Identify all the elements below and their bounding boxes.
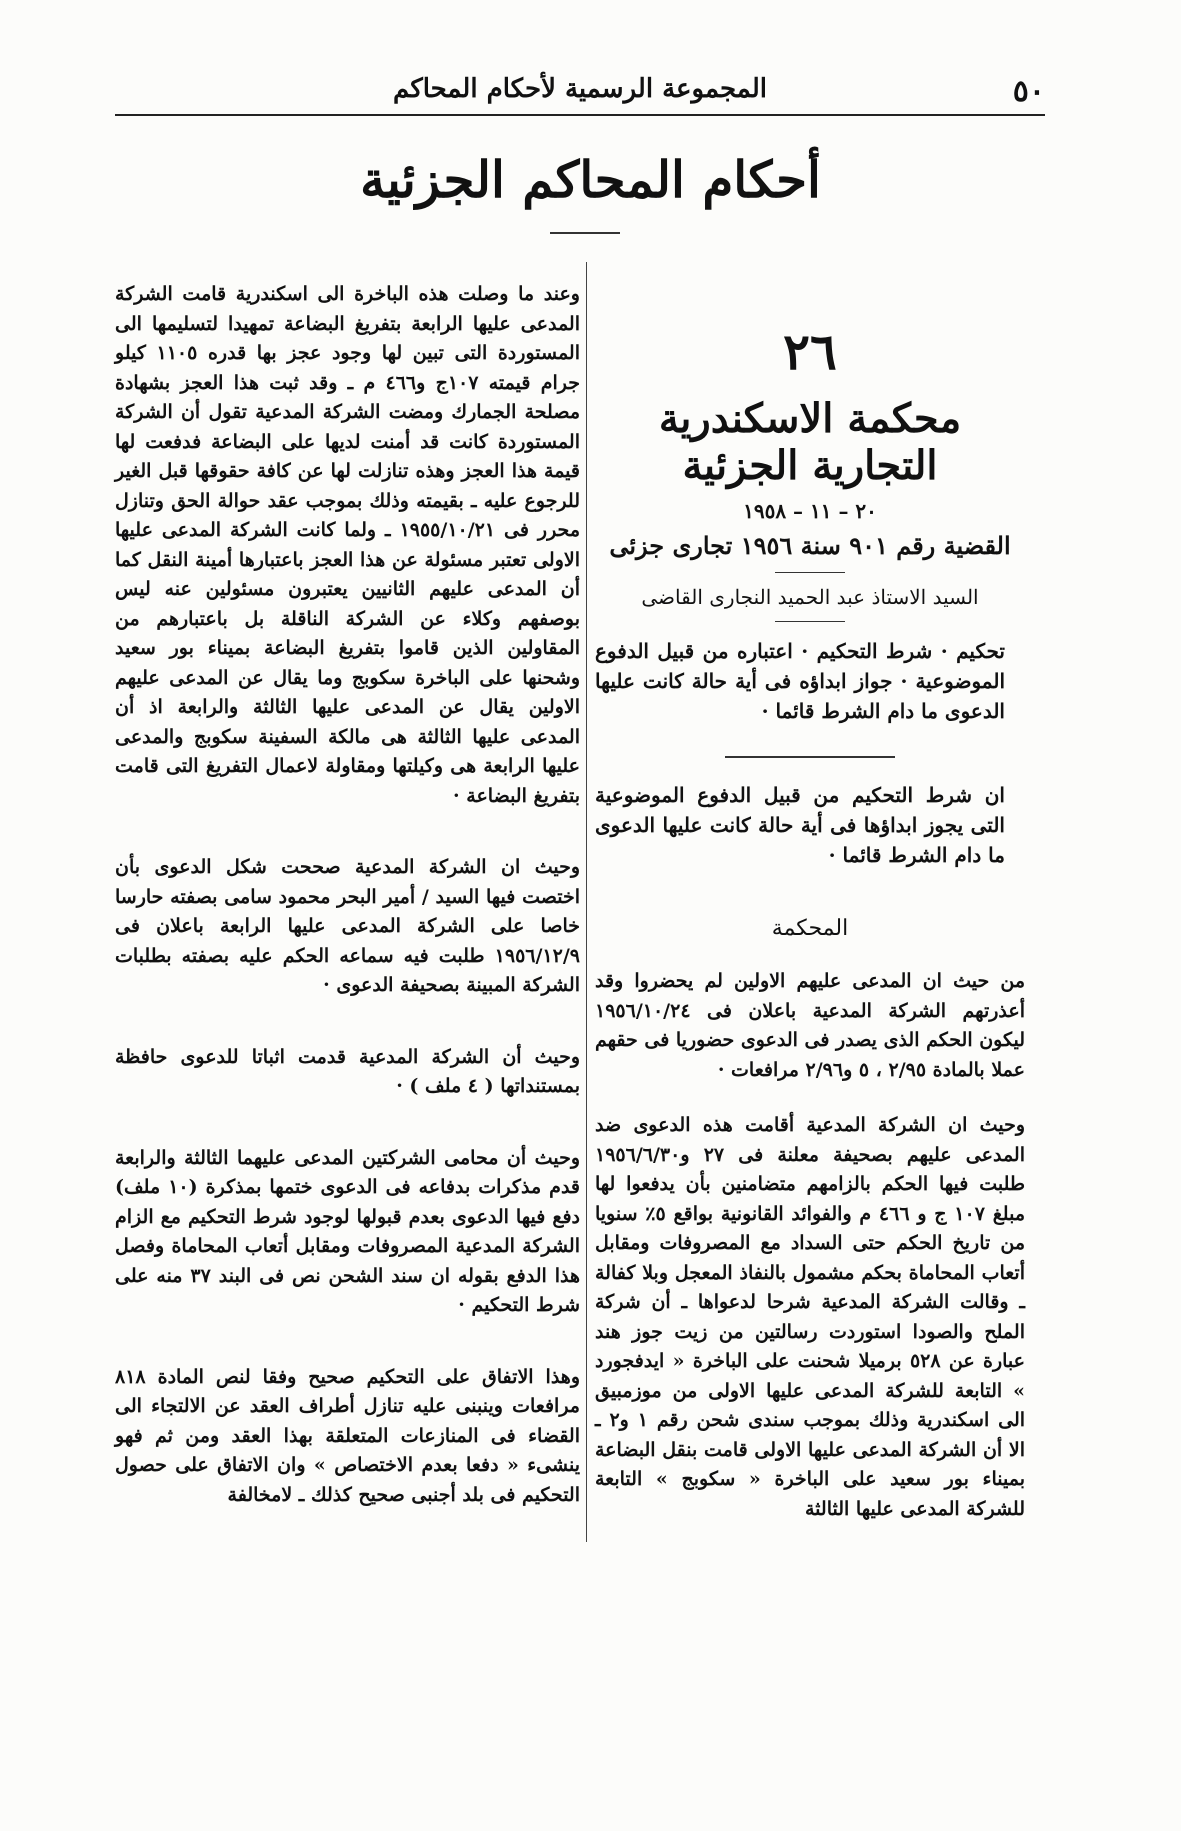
paragraph: وحيث أن الشركة المدعية قدمت اثباتا للدعوى حافظة بمستنداتها ( ٤ ملف ) ·: [115, 1045, 580, 1097]
divider: [775, 621, 845, 622]
case-number: ٢٦: [783, 322, 837, 381]
headnote: تحكيم · شرط التحكيم · اعتباره من قبيل الدفوع الموضوعية · جواز ابداؤه فى أية حالة كانت عليها الدعوى ما دام الشرط قائما ·: [595, 639, 1005, 723]
paragraph: وحيث ان الشركة المدعية صححت شكل الدعوى بأن اختصت فيها السيد / أمير البحر محمود سامى بصفته حارسا خاصا على الشركة المدعى عليها الرابعة باعلان فى ١٩٥٦/١٢/٩ طلبت فيه سماعه الحكم عليه بصفته بطلبات الشركة المبينة بصحيفة الدعوى ·: [115, 856, 580, 996]
section-title: أحكام المحاكم الجزئية: [360, 150, 821, 209]
title-divider: [550, 232, 620, 234]
judge-name: السيد الاستاذ عبد الحميد النجارى القاضى: [641, 585, 979, 609]
paragraph: من حيث ان المدعى عليهم الاولين لم يحضروا وقد أعذرتهم الشركة المدعية باعلان فى ١٩٥٦/١٠/٢٤ ليكون الحكم الذى يصدر فى الدعوى حضوريا فى حقهم عملا بالمادة ٢/٩٥ ، ٥ و٢/٩٦ مرافعات ·: [595, 970, 1025, 1081]
divider: [725, 756, 895, 758]
case-date: ٢٠ – ١١ – ١٩٥٨: [743, 499, 877, 523]
paragraph: وهذا الاتفاق على التحكيم صحيح وفقا لنص المادة ٨١٨ مرافعات وينبنى عليه تنازل أطراف العقد عن الالتجاء الى القضاء فى المنازعات المتعلقة بهذا العقد ومن ثم فهو ينشىء « دفعا بعدم الاختصاص » وان الاتفاق على حصول التحكيم فى بلد أجنبى صحيح كذلك ـ لامخالفة: [115, 1365, 580, 1506]
page-header: [115, 70, 1045, 116]
court-name: محكمة الاسكندرية التجارية الجزئية: [658, 395, 962, 489]
legal-principle: ان شرط التحكيم من قبيل الدفوع الموضوعية التى يجوز ابداؤها فى أية حالة كانت عليها الدعوى ما دام الشرط قائما ·: [595, 783, 1005, 867]
paragraph: وحيث أن محامى الشركتين المدعى عليهما الثالثة والرابعة قدم مذكرات بدفاعه فى الدعوى ختمها بمذكرة (١٠ ملف) دفع فيها الدعوى بعدم قبولها لوجود شرط التحكيم مع الزام الشركة المدعية المصروفات ومقابل أتعاب المحاماة وفصل هذا الدفع بقوله ان سند الشحن نص فى البند ٣٧ منه على شرط التحكيم ·: [115, 1146, 580, 1316]
divider: [775, 572, 845, 573]
left-column: [115, 280, 580, 1510]
running-title: المجموعة الرسمية لأحكام المحاكم: [393, 74, 767, 104]
court-heading: المحكمة: [771, 916, 849, 941]
case-reference: القضية رقم ٩٠١ سنة ١٩٥٦ تجارى جزئى: [609, 531, 1011, 560]
column-divider: [586, 262, 587, 1542]
right-column: [595, 262, 1025, 1543]
paragraph: وحيث ان الشركة المدعية أقامت هذه الدعوى ضد المدعى عليهم بصحيفة معلنة فى ٢٧ و١٩٥٦/٦/٣٠ طلبت فيها الحكم بالزامهم متضامنين بأن يدفعوا لها مبلغ ١٠٧ ج و ٤٦٦ م والفوائد القانونية بواقع ٥٪ سنويا من تاريخ الحكم حتى السداد مع المصروفات ومقابل أتعاب المحاماة بحكم مشمول بالنفاذ المعجل وبلا كفالة ـ وقالت الشركة المدعية شرحا لدعواها ـ أن شركة الملح والصودا استوردت رسالتين من زيت جوز هند عبارة عن ٥٢٨ برميلا شحنت على الباخرة « ايدفجورد » التابعة للشركة المدعى عليها الاولى من موزمبيق الى اسكندرية وذلك بموجب سندى شحن رقم ١ و٢ ـ الا أن الشركة المدعى عليها الاولى قامت بنقل البضاعة بميناء بور سعيد على الباخرة « سكوبج » التابعة للشركة المدعى عليها الثالثة: [595, 1114, 1026, 1520]
paragraph: وعند ما وصلت هذه الباخرة الى اسكندرية قامت الشركة المدعى عليها الرابعة بتفريغ البضاعة تمهيدا لتسليمها الى المستوردة التى تبين لها وجود عجز بها قدره ١١٠٥ كيلو جرام قيمته ١٠٧ج و٤٦٦ م ـ وقد ثبت هذا العجز بشهادة مصلحة الجمارك ومضت الشركة المدعية تقول أن الشركة المستوردة كانت قد أمنت لديها على البضاعة فدفعت لها قيمة هذا العجز وهذه تنازلت لها عن كافة حقوقها قبل الغير للرجوع عليه ـ بقيمته وذلك بموجب عقد حوالة الحق وتنازل محرر فى ١٩٥٥/١٠/٢١ ـ ولما كانت الشركة المدعى عليها الاولى تعتبر مسئولة عن هذا العجز باعتبارها أمينة النقل كما أن المدعى عليهم الثانيين يعتبرون مسئولين عنه ليس بوصفهم وكلاء عن الشركة الناقلة بل باعتبارهم من المقاولين الذين قاموا بتفريغ البضاعة بميناء بور سعيد وشحنها على الباخرة سكوبج وما يقال عن المدعى عليهم الاولين يقال عن المدعى عليها الثالثة والرابعة اذ أن المدعى عليها الثالثة هى مالكة السفينة سكوبج والمدعى عليها الرابعة هى وكيلتها ومقاولة لاعمال التفريغ التى قامت بتفريغ البضاعة ·: [115, 283, 580, 807]
page-number: ٥٠: [1012, 74, 1045, 109]
